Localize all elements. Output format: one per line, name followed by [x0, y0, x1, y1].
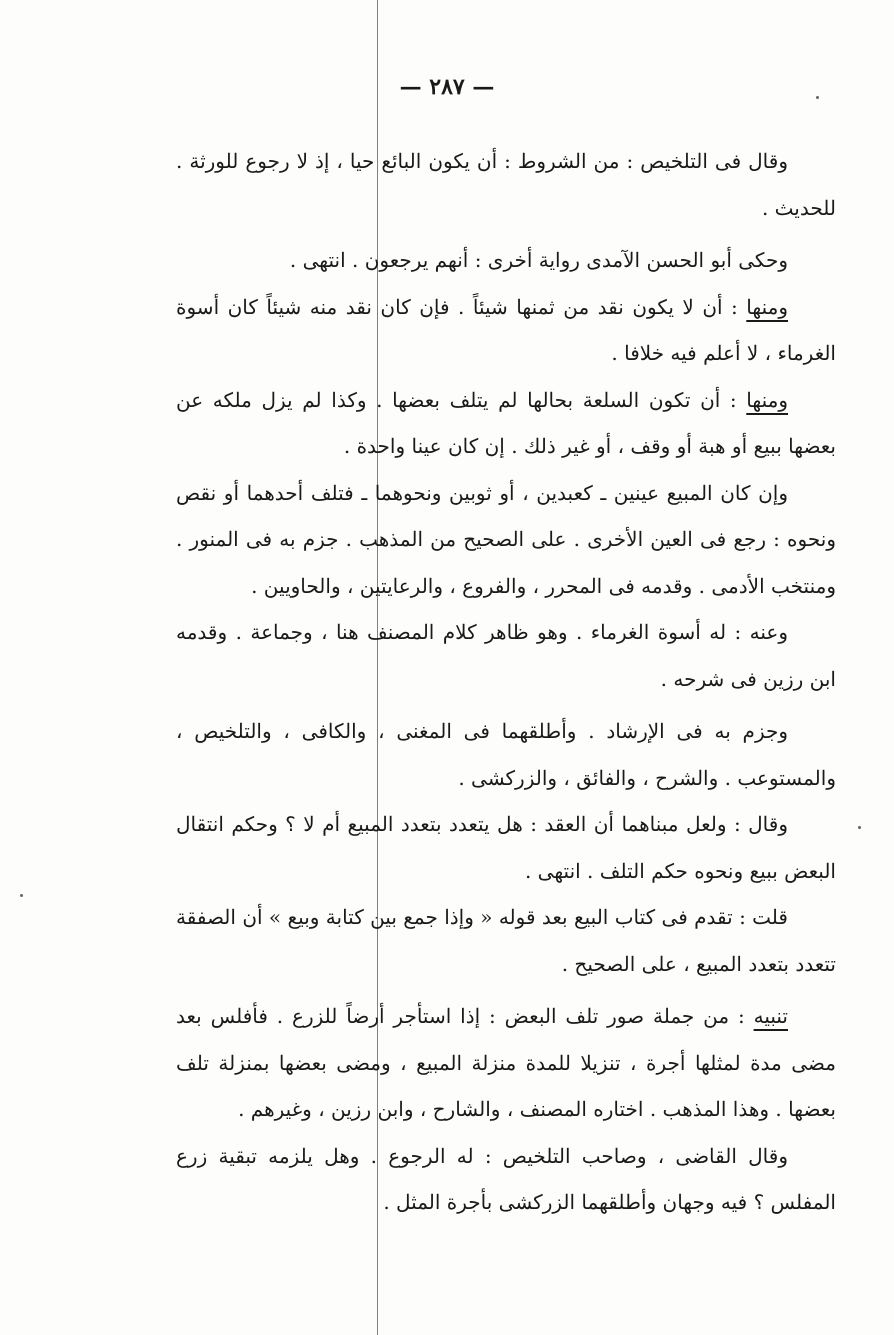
- section-lead: ومنها: [746, 387, 788, 412]
- paragraph: وحكى أبو الحسن الآمدى رواية أخرى : أنهم يرجعون . انتهى .: [289, 248, 788, 272]
- paragraph: ومنها : أن تكون السلعة بحالها لم يتلف بعضها . وكذا لم يزل ملكه عن بعضها ببيع أو هبة أو وقف ، أو غير ذلك . إن كان عينا واحدة .: [176, 387, 836, 458]
- paragraph: ومنها : أن لا يكون نقد من ثمنها شيئاً . فإن كان نقد منه شيئاً كان أسوة الغرماء ، لا أعلم فيه خلافا .: [176, 294, 836, 365]
- paragraph: وعنه : له أسوة الغرماء . وهو ظاهر كلام المصنف هنا ، وجماعة . وقدمه ابن رزين فى شرحه .: [176, 620, 836, 691]
- paragraph: تنبيه : من جملة صور تلف البعض : إذا استأجر أرضاً للزرع . فأفلس بعد مضى مدة لمثلها أجرة ، تنزيلا للمدة منزلة المبيع ، ومضى بعضها بمنزلة تلف بعضها . وهذا المذهب . اختاره المصنف ، والشارح ، وابن رزين ، وغيرهم .: [176, 1004, 836, 1121]
- paragraph: وجزم به فى الإرشاد . وأطلقهما فى المغنى ، والكافى ، والتلخيص ، والمستوعب . والشرح ، والفائق ، والزركشى .: [176, 719, 836, 790]
- page-body: [176, 138, 836, 1226]
- paragraph: وإن كان المبيع عينين ـ كعبدين ، أو ثوبين ونحوهما ـ فتلف أحدهما أو نقص ونحوه : رجع فى العين الأخرى . على الصحيح من المذهب . جزم به فى المنور . ومنتخب الأدمى . وقدمه فى المحرر ، والفروع ، والرعايتين ، والحاويين .: [176, 480, 836, 598]
- note-lead: تنبيه: [753, 1004, 788, 1028]
- paragraph: وقال القاضى ، وصاحب التلخيص : له الرجوع . وهل يلزمه تبقية زرع المفلس ؟ فيه وجهان وأطلقهما الزركشى بأجرة المثل .: [176, 1143, 836, 1214]
- paragraph: قلت : تقدم فى كتاب البيع بعد قوله « وإذا جمع بين كتابة وبيع » أن الصفقة تتعدد بتعدد المبيع ، على الصحيح .: [176, 905, 836, 976]
- paragraph: وقال فى التلخيص : من الشروط : أن يكون البائع حيا ، إذ لا رجوع للورثة . للحديث .: [176, 149, 836, 220]
- paragraph: وقال : ولعل مبناهما أن العقد : هل يتعدد بتعدد المبيع أم لا ؟ وحكم انتقال البعض ببيع ونحوه حكم التلف . انتهى .: [176, 812, 836, 883]
- page-number: — ٢٨٧ —: [399, 74, 495, 100]
- section-lead: ومنها: [746, 294, 788, 319]
